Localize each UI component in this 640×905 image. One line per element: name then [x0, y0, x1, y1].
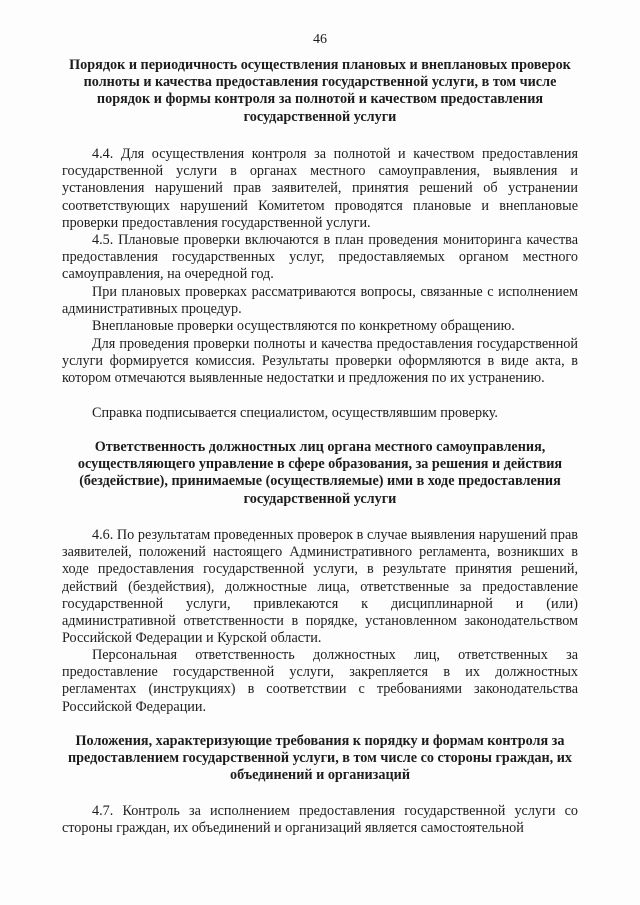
page-number: 46: [313, 32, 327, 47]
paragraph-unplanned-checks: Внеплановые проверки осуществляются по конкретному обращению.: [92, 318, 515, 334]
section-heading-inspections: Порядок и периодичность осуществления плановых и внеплановых проверок полноты и качества предоставления государственной услуги, в том числе порядок и формы контроля за полнотой и качеством предоставления государственной услуги: [69, 57, 571, 125]
section-heading-public-control: Положения, характеризующие требования к порядку и формам контроля за предоставлением государственной услуги, в том числе со стороны граждан, их объединений и организаций: [67, 733, 573, 784]
paragraph-commission: Для проведения проверки полноты и качества предоставления государственной услуги формируется комиссия. Результаты проверки оформляются в виде акта, в котором отмечаются выявленные недостатки и предложения по их устранению.: [62, 336, 578, 387]
paragraph-personal-responsibility: Персональная ответственность должностных лиц, ответственных за предоставление государственной услуги, закрепляется в их должностных регламентах (инструкциях) в соответствии с требованиями законодательства Российской Федерации.: [62, 647, 578, 715]
paragraph-4-5: 4.5. Плановые проверки включаются в план проведения мониторинга качества предоставления государственных услуг, предоставляемых органом местного самоуправления, на очередной год.: [62, 232, 578, 283]
paragraph-4-4: 4.4. Для осуществления контроля за полнотой и качеством предоставления государственной услуги в органах местного самоуправления, выявления и установления нарушений прав заявителей, принятия решений об устранении соответствующих нарушений Комитетом проводятся плановые и внеплановые проверки предоставления государственной услуги.: [62, 146, 578, 231]
paragraph-4-7: 4.7. Контроль за исполнением предоставления государственной услуги со стороны граждан, их объединений и организаций является самостоятельной: [62, 803, 578, 837]
section-heading-responsibility: Ответственность должностных лиц органа местного самоуправления, осуществляющего управление в сфере образования, за решения и действия (бездействие), принимаемые (осуществляемые) ими в ходе предоставления государственной услуги: [77, 439, 563, 507]
paragraph-planned-checks: При плановых проверках рассматриваются вопросы, связанные с исполнением административных процедур.: [62, 284, 578, 318]
paragraph-4-6: 4.6. По результатам проведенных проверок в случае выявления нарушений прав заявителей, положений настоящего Административного регламента, возникших в ходе предоставления государственной услуги, в результате принятия решений, действий (бездействия), должностные лица, ответственные за предоставление государственной услуги, привлекаются к дисциплинарной и (или) административной ответственности в порядке, установленном законодательством Российской Федерации и Курской области.: [62, 527, 578, 647]
paragraph-certificate: Справка подписывается специалистом, осуществлявшим проверку.: [92, 405, 498, 421]
